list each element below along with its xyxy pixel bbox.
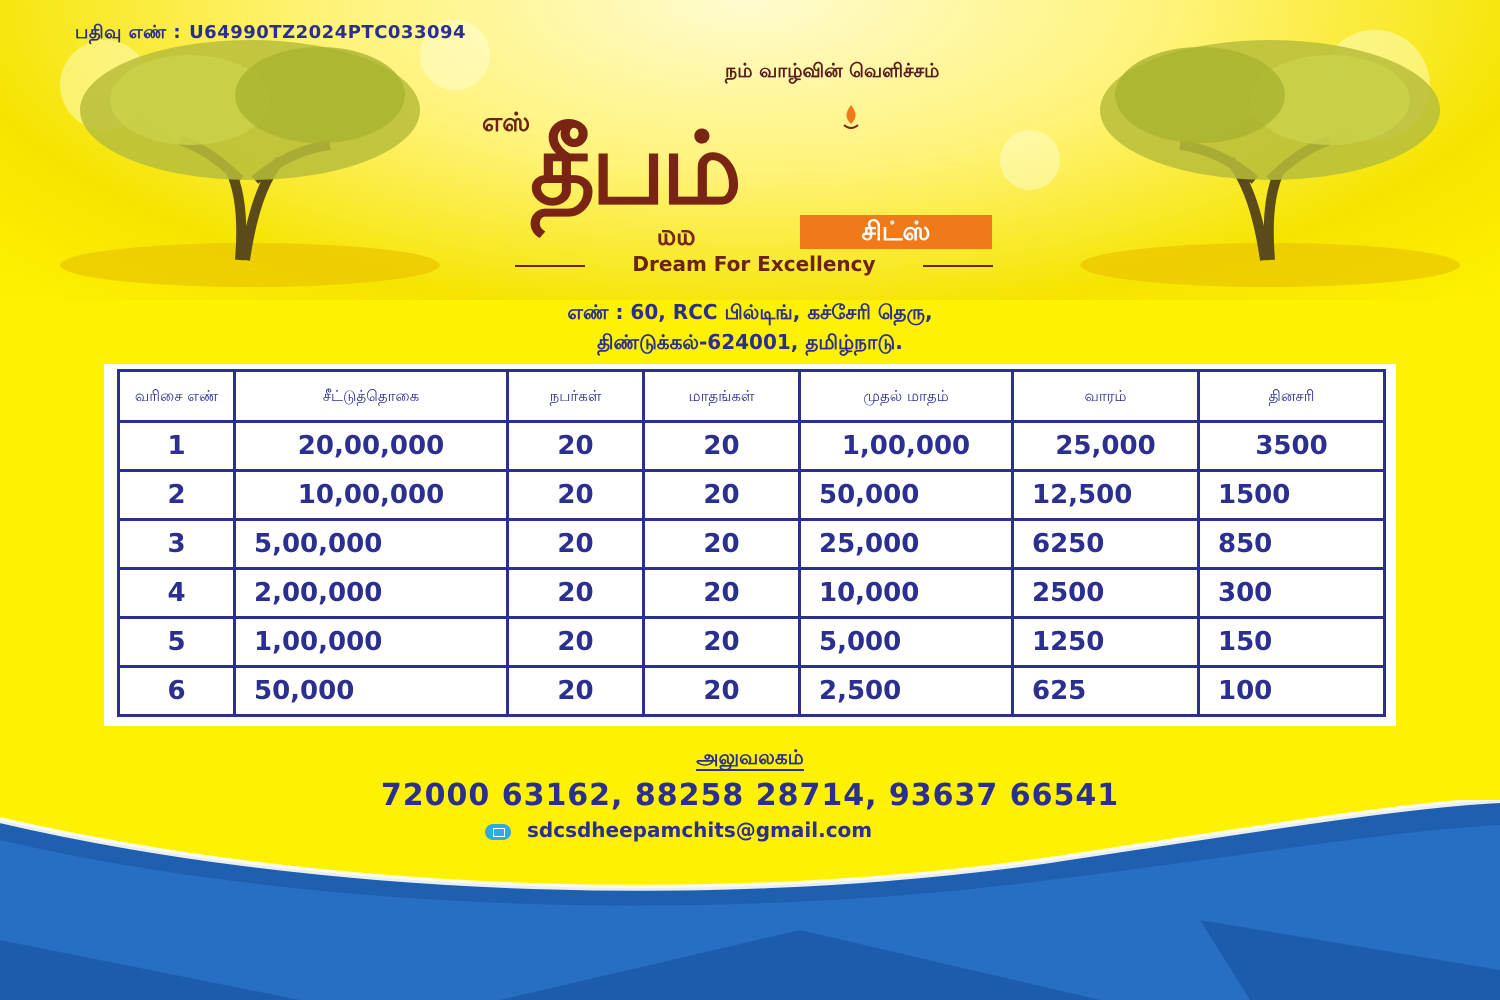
cell-serial: 2 xyxy=(119,471,235,520)
col-header-weekly: வாரம் xyxy=(1013,371,1199,422)
email-icon xyxy=(485,824,511,840)
chit-plans-table xyxy=(117,369,1386,717)
money-tree-left-image xyxy=(40,20,460,290)
table-row xyxy=(119,667,1385,716)
slogan-divider xyxy=(923,265,993,267)
cell-serial: 6 xyxy=(119,667,235,716)
col-header-months: மாதங்கள் xyxy=(644,371,800,422)
cell-serial: 3 xyxy=(119,520,235,569)
registration-number xyxy=(75,22,466,45)
logo-chits-badge: சிட்ஸ் xyxy=(800,215,992,249)
cell-first-month: 50,000 xyxy=(800,471,1013,520)
phone-numbers: 72000 63162, 88258 28714, 93637 66541 xyxy=(380,778,1120,813)
cell-weekly: 6250 xyxy=(1013,520,1199,569)
cell-weekly: 12,500 xyxy=(1013,471,1199,520)
table-row xyxy=(119,471,1385,520)
cell-daily: 850 xyxy=(1199,520,1385,569)
cell-first-month: 1,00,000 xyxy=(800,422,1013,471)
table-row xyxy=(119,422,1385,471)
cell-first-month: 25,000 xyxy=(800,520,1013,569)
cell-months: 20 xyxy=(644,471,800,520)
bokeh-decoration xyxy=(1000,130,1060,190)
cell-members: 20 xyxy=(508,422,644,471)
slogan-divider xyxy=(515,265,585,267)
cell-members: 20 xyxy=(508,520,644,569)
cell-weekly: 625 xyxy=(1013,667,1199,716)
cell-months: 20 xyxy=(644,618,800,667)
col-header-daily: தினசரி xyxy=(1199,371,1385,422)
cell-serial: 4 xyxy=(119,569,235,618)
cell-daily: 1500 xyxy=(1199,471,1385,520)
cell-amount: 2,00,000 xyxy=(235,569,508,618)
col-header-serial: வரிசை எண் xyxy=(119,371,235,422)
logo-sub-mark: ௰௰ xyxy=(657,218,696,253)
cell-serial: 5 xyxy=(119,618,235,667)
cell-amount: 1,00,000 xyxy=(235,618,508,667)
registration-label: பதிவு எண் : xyxy=(75,22,182,43)
address-line-1: எண் : 60, RCC பில்டிங், கச்சேரி தெரு, xyxy=(567,300,933,324)
table-header-row xyxy=(119,371,1385,422)
cell-weekly: 2500 xyxy=(1013,569,1199,618)
table-row xyxy=(119,569,1385,618)
cell-first-month: 10,000 xyxy=(800,569,1013,618)
money-tree-right-image xyxy=(1060,20,1480,290)
cell-weekly: 1250 xyxy=(1013,618,1199,667)
cell-amount: 50,000 xyxy=(235,667,508,716)
cell-months: 20 xyxy=(644,569,800,618)
cell-members: 20 xyxy=(508,569,644,618)
cell-members: 20 xyxy=(508,618,644,667)
cell-daily: 100 xyxy=(1199,667,1385,716)
cell-months: 20 xyxy=(644,667,800,716)
office-label: அலுவலகம் xyxy=(696,745,804,769)
col-header-members: நபர்கள் xyxy=(508,371,644,422)
cell-amount: 10,00,000 xyxy=(235,471,508,520)
registration-value: U64990TZ2024PTC033094 xyxy=(189,22,467,43)
cell-first-month: 2,500 xyxy=(800,667,1013,716)
email-contact xyxy=(485,818,872,842)
col-header-first-month: முதல் மாதம் xyxy=(800,371,1013,422)
table-row xyxy=(119,520,1385,569)
cell-months: 20 xyxy=(644,520,800,569)
brand-tagline: நம் வாழ்வின் வெளிச்சம் xyxy=(725,60,940,82)
cell-first-month: 5,000 xyxy=(800,618,1013,667)
cell-amount: 20,00,000 xyxy=(235,422,508,471)
table-row xyxy=(119,618,1385,667)
slogan-text: Dream For Excellency xyxy=(632,252,876,276)
col-header-amount: சீட்டுத்தொகை xyxy=(235,371,508,422)
cell-serial: 1 xyxy=(119,422,235,471)
lamp-flame-icon xyxy=(842,104,860,130)
cell-amount: 5,00,000 xyxy=(235,520,508,569)
address-line-2: திண்டுக்கல்-624001, தமிழ்நாடு. xyxy=(597,330,903,354)
cell-daily: 300 xyxy=(1199,569,1385,618)
cell-daily: 150 xyxy=(1199,618,1385,667)
email-address: sdcsdheepamchits@gmail.com xyxy=(527,818,873,842)
logo-prefix: எஸ் xyxy=(482,108,531,138)
cell-members: 20 xyxy=(508,667,644,716)
logo-name: தீபம் xyxy=(530,109,739,227)
cell-months: 20 xyxy=(644,422,800,471)
cell-weekly: 25,000 xyxy=(1013,422,1199,471)
cell-members: 20 xyxy=(508,471,644,520)
cell-daily: 3500 xyxy=(1199,422,1385,471)
slogan xyxy=(515,252,993,278)
chit-table-panel xyxy=(104,364,1396,726)
